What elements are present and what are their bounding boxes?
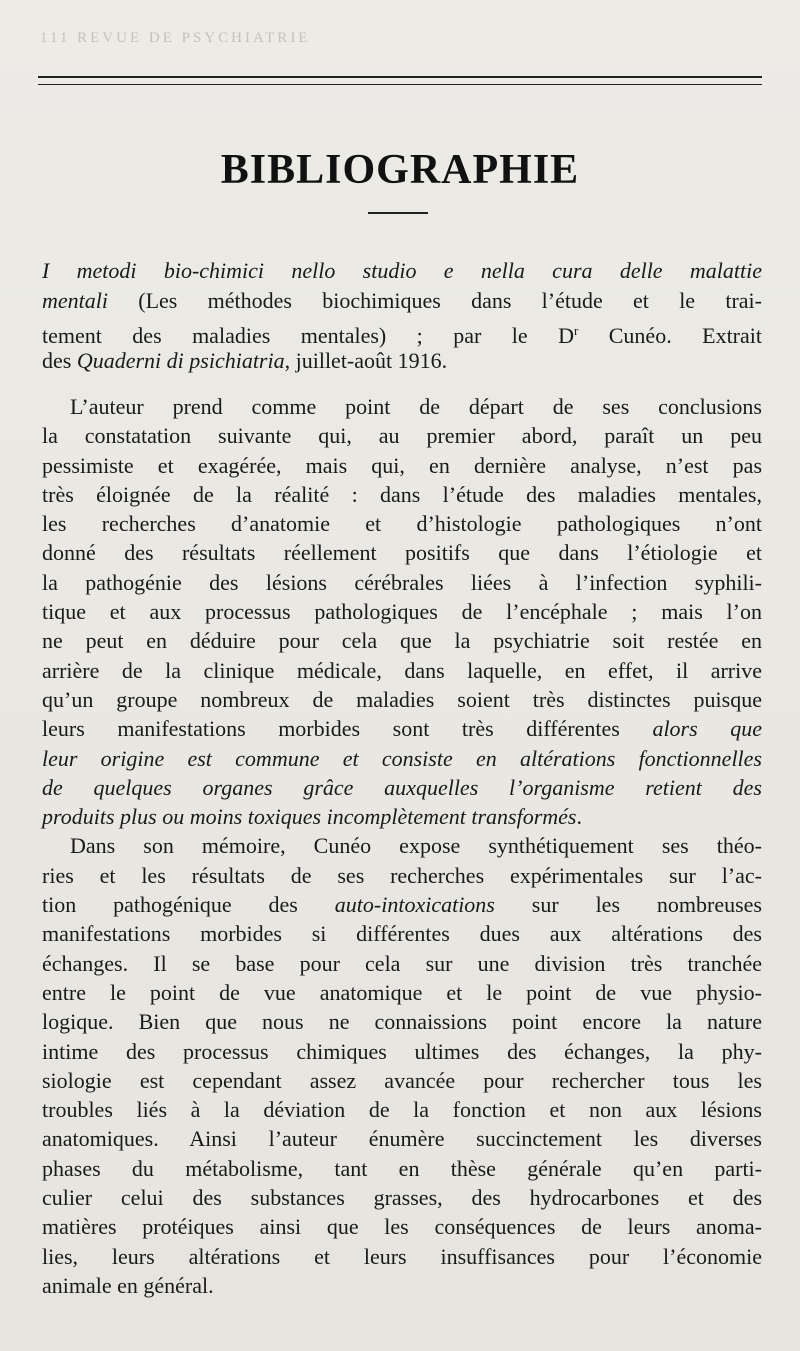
text-line — [42, 831, 762, 860]
text-run: entre le point de vue anatomique et le point de vue physio- — [42, 979, 762, 1005]
text-run: matières protéiques ainsi que les conséquences de leurs anoma- — [42, 1214, 762, 1240]
title-rule — [368, 212, 428, 214]
text-run: échanges. Il se base pour cela sur une division très tranchée — [42, 950, 762, 976]
text-run: des — [42, 348, 77, 373]
text-line — [42, 509, 762, 538]
text-line — [42, 685, 762, 714]
text-run: tion pathogénique des — [42, 892, 335, 918]
text-run: Cunéo. Extrait — [578, 323, 762, 348]
text-run: (Les méthodes biochimiques dans l’étude et le trai- — [108, 288, 762, 313]
text-line — [42, 1271, 762, 1300]
text-line — [42, 1154, 762, 1183]
text-run: ne peut en déduire pour cela que la psychiatrie soit restée en — [42, 628, 762, 654]
text-run: manifestations morbides si différentes dues aux altérations des — [42, 921, 762, 947]
italic-text: mentali — [42, 288, 108, 313]
text-line — [42, 656, 762, 685]
section-title: BIBLIOGRAPHIE — [220, 147, 580, 193]
text-run: tement des maladies mentales) ; par le D — [42, 323, 574, 348]
text-line — [42, 1066, 762, 1095]
text-run: anatomiques. Ainsi l’auteur énumère succinctement les diverses — [42, 1126, 762, 1152]
text-line — [42, 1212, 762, 1241]
text-run: phases du métabolisme, tant en thèse générale qu’en parti- — [42, 1155, 762, 1181]
text-run: . — [576, 804, 582, 830]
header-rule-thin — [38, 84, 762, 85]
running-head: 111 REVUE DE PSYCHIATRIE — [40, 30, 311, 46]
text-line — [42, 538, 762, 567]
text-run: très éloignée de la réalité : dans l’étude des maladies mentales, — [42, 481, 762, 507]
text-run: Dans son mémoire, Cunéo expose synthétiquement ses théo- — [70, 833, 762, 859]
text-line — [42, 949, 762, 978]
text-run: lies, leurs altérations et leurs insuffisances pour l’économie — [42, 1243, 762, 1269]
text-line — [42, 392, 762, 421]
text-line — [42, 346, 762, 376]
text-line — [42, 773, 762, 802]
text-line — [42, 597, 762, 626]
text-line — [42, 1242, 762, 1271]
text-run: tique et aux processus pathologiques de l’encéphale ; mais l’on — [42, 599, 762, 625]
text-line — [42, 919, 762, 948]
italic-text: Quaderni di psichiatria — [76, 348, 285, 373]
text-run: logique. Bien que nous ne connaissions point encore la nature — [42, 1009, 762, 1035]
text-line — [42, 286, 762, 316]
text-line — [42, 1037, 762, 1066]
text-line — [42, 451, 762, 480]
text-run: intime des processus chimiques ultimes des échanges, la phy- — [42, 1038, 762, 1064]
italic-text: de quelques organes grâce auxquelles l’organisme retient des — [42, 774, 762, 800]
italic-text: produits plus ou moins toxiques incomplètement transformés — [42, 804, 577, 830]
text-line — [42, 256, 762, 286]
text-run: animale en général. — [42, 1272, 214, 1298]
text-run: la constatation suivante qui, au premier abord, paraît un peu — [42, 423, 762, 449]
text-run: pessimiste et exagérée, mais qui, en dernière analyse, n’est pas — [42, 452, 762, 478]
text-line — [42, 568, 762, 597]
text-run: arrière de la clinique médicale, dans laquelle, en effet, il arrive — [42, 657, 762, 683]
italic-text: alors que — [652, 716, 763, 742]
text-run: culier celui des substances grasses, des hydrocarbones et des — [42, 1185, 762, 1211]
text-run: , juillet-août 1916. — [284, 348, 448, 373]
text-line — [42, 316, 762, 346]
bibliographic-reference — [42, 256, 762, 376]
text-run: troubles liés à la déviation de la fonction et non aux lésions — [42, 1097, 762, 1123]
text-line — [42, 626, 762, 655]
text-line — [42, 1095, 762, 1124]
text-run: qu’un groupe nombreux de maladies soient très distinctes puisque — [42, 686, 762, 712]
text-line — [42, 978, 762, 1007]
text-run: L’auteur prend comme point de départ de ses conclusions — [70, 394, 762, 419]
italic-text: auto-intoxications — [334, 892, 495, 918]
header-rule — [38, 76, 762, 78]
text-line — [42, 480, 762, 509]
paragraph — [42, 392, 762, 831]
text-line — [42, 744, 762, 773]
text-run: leurs manifestations morbides sont très différentes — [42, 716, 653, 742]
text-run: la pathogénie des lésions cérébrales liées à l’infection syphili- — [42, 569, 762, 595]
text-line — [42, 421, 762, 450]
text-run: sur les nombreuses — [494, 892, 762, 918]
text-line — [42, 890, 762, 919]
text-run: siologie est cependant assez avancée pour rechercher tous les — [42, 1067, 762, 1093]
text-run: donné des résultats réellement positifs que dans l’étiologie et — [42, 540, 762, 566]
text-line — [42, 714, 762, 743]
italic-text: I metodi bio-chimici nello studio e nella cura delle malattie — [42, 258, 762, 283]
italic-text: leur origine est commune et consiste en altérations fonctionnelles — [42, 745, 762, 771]
text-run: ries et les résultats de ses recherches expérimentales sur l’ac- — [42, 862, 762, 888]
review-body — [42, 392, 762, 1300]
text-line — [42, 1183, 762, 1212]
text-line — [42, 802, 762, 831]
paragraph — [42, 831, 762, 1300]
text-line — [42, 1124, 762, 1153]
text-run: les recherches d’anatomie et d’histologie pathologiques n’ont — [42, 511, 762, 537]
superscript-text: r — [573, 323, 579, 338]
text-line — [42, 1007, 762, 1036]
text-line — [42, 861, 762, 890]
